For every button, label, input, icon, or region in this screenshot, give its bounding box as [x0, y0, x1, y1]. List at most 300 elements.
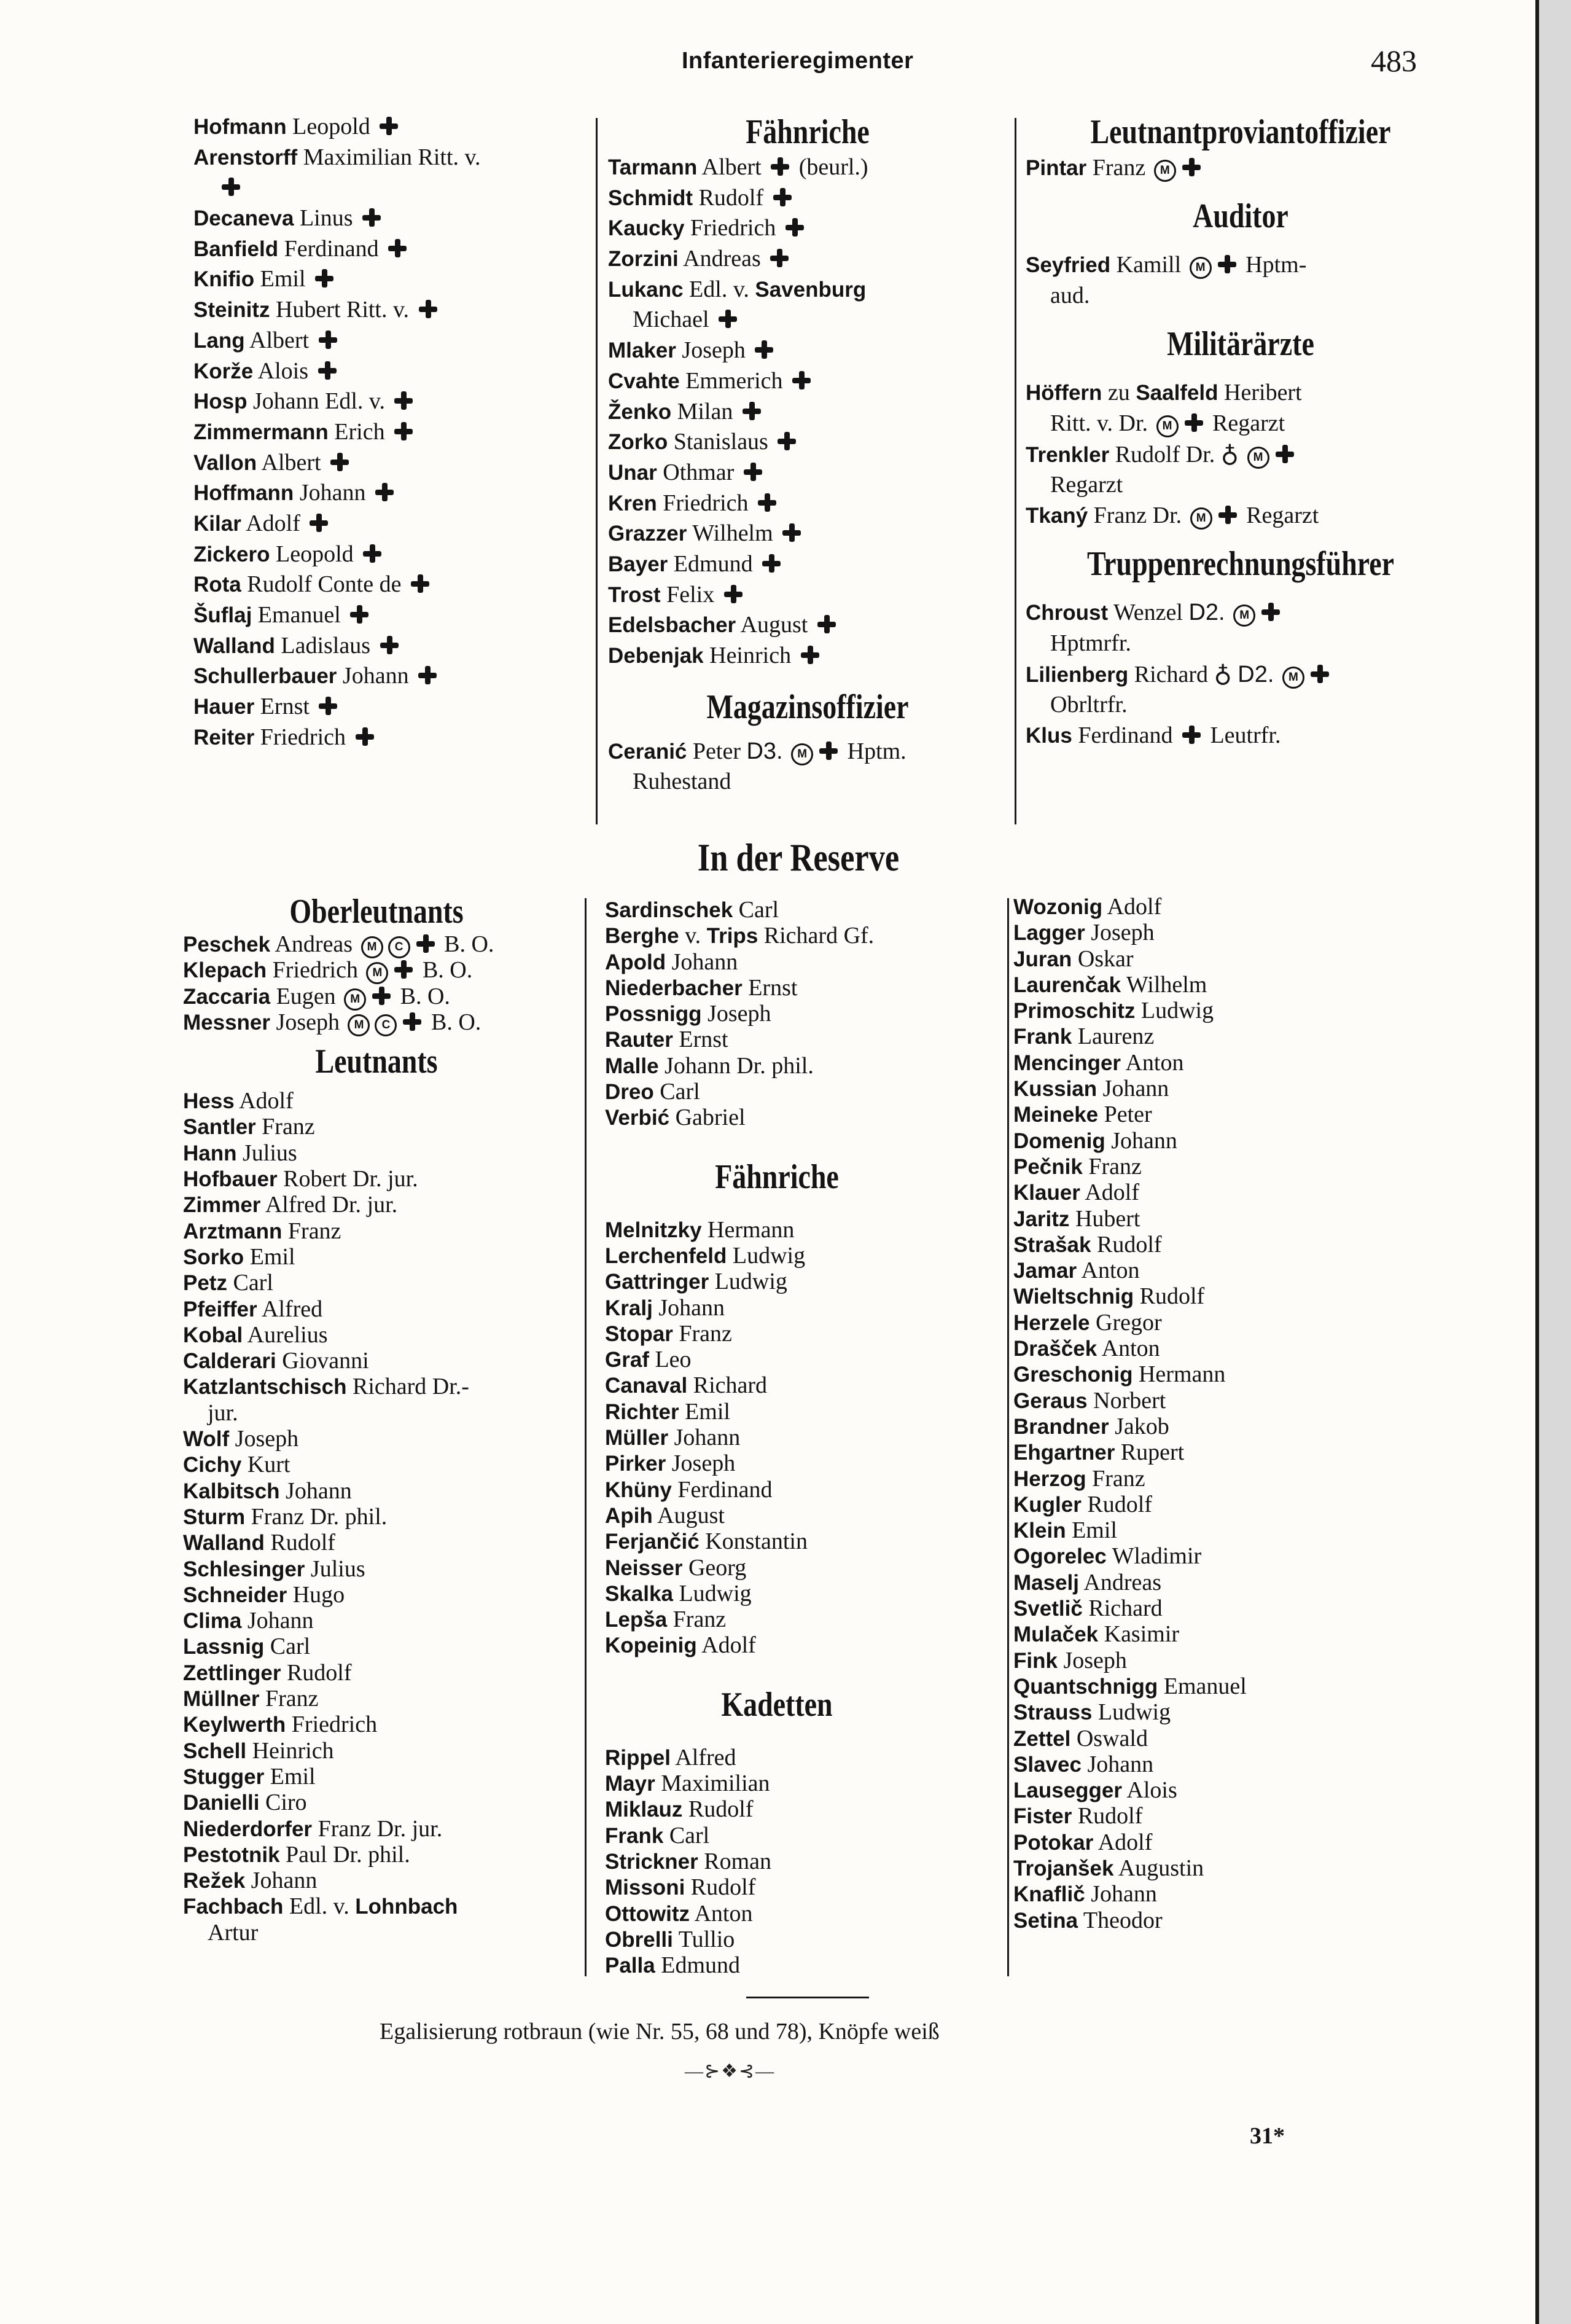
entry-surname: Kren [608, 491, 657, 515]
decoration-class: D2. [1238, 662, 1274, 687]
column-rule-bottom-right [1007, 898, 1009, 1976]
entry-given-name: Rudolf Conte de [247, 571, 402, 598]
list-entry [608, 737, 1007, 767]
entry-given-name: Friedrich [260, 724, 346, 750]
entry-surname: Zaccaria [183, 984, 271, 1009]
entry-given-name: Peter [1104, 1101, 1152, 1128]
list-entry [605, 1217, 1004, 1243]
entry-surname: Niederbacher [605, 976, 743, 1000]
entry-given-name: Tullio [678, 1926, 735, 1952]
entry-surname: Zorzini [608, 247, 679, 272]
entry-given-name: Gregor [1096, 1309, 1162, 1336]
list-entry [605, 1901, 1004, 1927]
entry-given-name: Friedrich [291, 1712, 378, 1738]
entry-surname: Pintar [1026, 156, 1087, 180]
entry-surname: Fink [1013, 1648, 1058, 1673]
entry-given-name: Ritt. v. Dr. [1050, 410, 1148, 436]
entry-given-name: August [657, 1502, 725, 1528]
cross-icon [394, 960, 413, 979]
entry-surname: Wozonig [1013, 895, 1103, 919]
list-entry [1013, 1726, 1443, 1751]
entry-given-name: Johann [342, 663, 409, 689]
list-entry [605, 1053, 1004, 1079]
list-entry [605, 1321, 1004, 1347]
cross-icon [416, 934, 435, 953]
entry-surname: Peschek [183, 933, 271, 957]
entry-surname: Lausegger [1013, 1778, 1122, 1803]
list-entry [183, 1556, 582, 1582]
entry-surname: Steinitz [193, 298, 270, 323]
entry-surname: Strašak [1013, 1232, 1091, 1257]
entry-surname: Mayr [605, 1772, 655, 1796]
entry-given-name: Johann [658, 1294, 725, 1321]
truppenrechnungsfuehrer-heading: Truppenrechnungsführer [1086, 545, 1395, 583]
entry-surname: Zorko [608, 430, 668, 455]
cross-icon [394, 391, 413, 410]
column-3-bottom-list [1013, 894, 1443, 1933]
list-entry [1026, 249, 1456, 280]
entry-given-name: Emanuel [257, 602, 341, 628]
list-entry [605, 1347, 1004, 1372]
entry-given-name: Rudolf [1139, 1283, 1205, 1310]
merit-icon: M [1233, 604, 1255, 627]
cross-icon [318, 361, 337, 380]
entry-surname: Berghe [605, 924, 679, 949]
list-entry [605, 1745, 1004, 1770]
list-entry [605, 1269, 1004, 1294]
list-entry [1013, 1855, 1443, 1881]
list-entry [1013, 1414, 1443, 1439]
list-entry [1013, 1517, 1443, 1543]
entry-surname: Setina [1013, 1908, 1078, 1933]
entry-given-name: Johann [251, 1868, 318, 1894]
entry-given-name: Rudolf [688, 1796, 754, 1823]
list-entry [605, 1450, 1004, 1476]
entry-surname: Lang [193, 328, 245, 353]
entry-surname: Lassnig [183, 1635, 265, 1659]
cross-icon [819, 741, 838, 760]
list-entry [183, 1868, 582, 1893]
merit-icon: M [348, 1014, 370, 1036]
entry-given-name: Aurelius [247, 1321, 328, 1348]
entry-given-name: Rudolf [698, 184, 764, 211]
entry-surname: Pirker [605, 1452, 666, 1476]
list-entry [605, 1606, 1004, 1632]
entry-given-name: Hermann [1138, 1361, 1226, 1388]
entry-given-name: Franz Dr. jur. [318, 1815, 443, 1842]
entry-given-name: Carl [660, 1079, 700, 1105]
entry-given-name: Franz Dr. [1093, 503, 1182, 528]
entry-surname: Petz [183, 1271, 227, 1296]
merit-icon: M [791, 743, 813, 765]
cross-icon [1261, 603, 1280, 621]
cross-icon [719, 310, 737, 328]
entry-surname: Herzele [1013, 1310, 1090, 1335]
entry-surname: Hoffmann [193, 481, 294, 506]
list-entry [605, 1105, 1004, 1130]
entry-note: B. O. [422, 957, 473, 984]
entry-given-name: Heinrich [252, 1737, 334, 1764]
entry-given-name: Ernst [260, 694, 310, 720]
list-entry [1026, 152, 1456, 183]
list-entry [193, 356, 587, 387]
entry-given-name: Emanuel [1163, 1673, 1247, 1699]
list-entry [183, 1504, 582, 1530]
entry-note: Hptm. [847, 738, 906, 764]
list-entry [1026, 689, 1456, 720]
kadetten-list [605, 1745, 1004, 1979]
list-entry [605, 1425, 1004, 1450]
list-entry [183, 1816, 582, 1842]
entry-given-name: Rudolf [1096, 1231, 1162, 1258]
list-entry [1013, 1907, 1443, 1933]
cross-icon [792, 371, 811, 389]
entry-surname: Potokar [1013, 1830, 1094, 1855]
entry-given-name: Kurt [247, 1452, 290, 1478]
cross-icon [773, 188, 792, 206]
cross-icon [786, 218, 804, 237]
entry-given-name: Julius [310, 1555, 365, 1582]
entry-surname: Messner [183, 1010, 271, 1035]
entry-surname: Cvahte [608, 369, 680, 393]
entry-surname: Hess [183, 1089, 235, 1114]
entry-given-name: Emmerich [685, 367, 783, 394]
entry-surname: Frank [605, 1823, 664, 1848]
entry-surname: Lagger [1013, 921, 1085, 945]
entry-surname: Melnitzky [605, 1218, 702, 1242]
entry-surname: Svetlič [1013, 1597, 1083, 1621]
entry-given-name: Franz [262, 1114, 315, 1140]
entry-given-name: Albert [249, 327, 310, 353]
list-entry [1026, 377, 1456, 408]
entry-given-name: Friedrich [272, 957, 358, 984]
cross-icon [380, 636, 399, 654]
list-entry [605, 1503, 1004, 1528]
entry-note: Heribert [1224, 380, 1302, 405]
entry-surname: Seyfried [1026, 253, 1111, 277]
list-entry [1013, 894, 1443, 920]
list-entry [183, 1140, 582, 1166]
cross-icon [743, 402, 761, 420]
entry-given-name: Stanislaus [673, 429, 768, 455]
entry-surname: Zimmer [183, 1193, 261, 1218]
entry-surname: Knifio [193, 267, 255, 292]
entry-surname: Schullerbauer [193, 664, 337, 689]
merit-icon: M [1247, 447, 1269, 469]
list-entry [605, 923, 1004, 949]
leutnants-list [183, 1088, 582, 1946]
list-entry [1013, 1751, 1443, 1777]
list-entry [1013, 1621, 1443, 1647]
list-entry [183, 931, 582, 957]
list-entry [608, 397, 1007, 428]
list-entry [1013, 1361, 1443, 1387]
entry-given-name: Joseph [1063, 1647, 1127, 1673]
entry-given-name: Adolf [701, 1632, 756, 1659]
entry-surname: Neisser [605, 1555, 683, 1580]
entry-surname: Müller [605, 1426, 669, 1450]
list-entry [1013, 1258, 1443, 1283]
entry-note: Hptm- [1245, 252, 1307, 278]
list-entry [608, 213, 1007, 244]
entry-given-name: Joseph [708, 1001, 771, 1027]
entry-note: Richard Gf. [763, 923, 875, 949]
entry-given-name: Ludwig [732, 1242, 806, 1269]
list-entry [605, 1528, 1004, 1554]
entry-surname: Jaritz [1013, 1207, 1070, 1231]
entry-given-name: Emil [685, 1398, 730, 1425]
entry-given-name: Ladislaus [281, 632, 371, 659]
entry-given-name: Johann Dr. phil. [665, 1052, 814, 1079]
entry-surname: Palla [605, 1954, 655, 1978]
cross-icon [758, 493, 776, 512]
merit-icon: M [1190, 507, 1212, 530]
entry-surname: Apih [605, 1503, 653, 1528]
leutnants-heading: Leutnants [315, 1043, 438, 1081]
entry-given-name: Michael [633, 307, 709, 333]
kadetten-heading: Kadetten [721, 1685, 833, 1724]
cross-icon [356, 727, 374, 746]
entry-surname: Rippel [605, 1745, 671, 1770]
entry-given-name: Richard [1134, 662, 1209, 687]
entry-given-name: Emil [1072, 1517, 1117, 1544]
list-entry [183, 1920, 582, 1946]
entry-surname: Cichy [183, 1453, 242, 1477]
list-entry [183, 1244, 582, 1270]
cross-c-icon: C [388, 936, 410, 958]
list-entry [605, 1823, 1004, 1849]
entry-given-name: Rupert [1120, 1439, 1185, 1466]
column-2-bottom [605, 897, 1004, 1978]
entry-surname: Fister [1013, 1804, 1072, 1829]
merit-icon: M [361, 936, 383, 958]
cross-icon [744, 463, 762, 481]
entry-surname: Knaflič [1013, 1882, 1085, 1907]
entry-surname: Verbić [605, 1106, 670, 1130]
entry-surname: Clima [183, 1609, 242, 1633]
list-entry [605, 1399, 1004, 1425]
entry-given-name: Rudolf [1077, 1803, 1143, 1829]
entry-surname: Calderari [183, 1349, 276, 1374]
entry-surname: Kugler [1013, 1492, 1082, 1517]
entry-surname: Pfeiffer [183, 1297, 257, 1321]
oberleutnants-heading: Oberleutnants [289, 893, 464, 931]
list-entry [193, 509, 587, 539]
list-entry [608, 244, 1007, 275]
column-rule-top-right [1015, 118, 1016, 824]
list-entry [1026, 659, 1456, 689]
merit-icon: M [344, 988, 366, 1011]
list-entry [193, 692, 587, 722]
entry-given-name: Leo [655, 1347, 692, 1373]
column-2-top [608, 112, 1007, 797]
entry-given-name: Johann Edl. v. [253, 388, 385, 415]
entry-given-name: Oswald [1076, 1725, 1148, 1751]
list-entry [605, 1372, 1004, 1398]
entry-given-name: Felix [666, 581, 715, 608]
list-entry [193, 539, 587, 570]
entry-surname: Domenig [1013, 1129, 1105, 1153]
entry-given-name: Kamill [1116, 252, 1182, 278]
cross-icon [1218, 506, 1237, 524]
entry-surname: Hofmann [193, 115, 287, 139]
entry-surname: Rota [193, 573, 241, 597]
magazinsoffizier-heading: Magazinsoffizier [706, 687, 909, 726]
entry-surname: Hofbauer [183, 1167, 278, 1192]
entry-note: Regarzt [1246, 503, 1319, 528]
cross-icon [1182, 158, 1201, 176]
list-entry [193, 448, 587, 479]
entry-given-name: Hubert [1075, 1205, 1140, 1232]
entry-given-name: Franz [1088, 1153, 1142, 1180]
list-entry [608, 518, 1007, 549]
entry-surname: Geraus [1013, 1388, 1088, 1413]
merit-icon: M [1282, 667, 1304, 689]
cross-icon [394, 422, 413, 440]
entry-surname: Kralj [605, 1296, 653, 1320]
entry-given-name: Joseph [682, 337, 746, 364]
cross-icon [411, 574, 429, 593]
column-rule-bottom-left [585, 898, 587, 1976]
entry-given-name: Edmund [673, 550, 753, 577]
entry-note: B. O. [431, 1009, 481, 1035]
cross-icon [817, 615, 836, 633]
entry-surname: Kussian [1013, 1077, 1097, 1101]
entry-surname: Keylwerth [183, 1713, 286, 1737]
entry-given-name: Hubert Ritt. v. [275, 297, 410, 323]
entry-surname: Malle [605, 1054, 659, 1078]
list-entry [608, 767, 1007, 797]
entry-given-name: Heinrich [709, 643, 792, 668]
entry-given-name: Franz [1092, 155, 1146, 181]
entry-given-name: Joseph [276, 1009, 340, 1035]
entry-given-name: Franz [679, 1320, 732, 1347]
cross-icon [315, 269, 333, 288]
list-entry [608, 488, 1007, 519]
entry-note: B. O. [400, 983, 450, 1009]
cross-icon [770, 249, 789, 267]
list-entry [605, 897, 1004, 923]
list-entry [1013, 1128, 1443, 1154]
entry-surname: Kobal [183, 1323, 243, 1347]
entry-given-name: Leopold [292, 114, 370, 139]
list-entry [605, 1243, 1004, 1269]
list-entry [605, 1874, 1004, 1900]
entry-given-name: Rudolf [286, 1659, 352, 1686]
entry-given-name: Franz [287, 1218, 341, 1244]
page-number: 483 [1371, 44, 1417, 78]
cross-icon [1182, 726, 1201, 744]
list-entry [193, 722, 587, 753]
list-entry [1013, 1180, 1443, 1205]
entry-given-name: Albert [701, 154, 762, 180]
entry-given-name: Alois [257, 358, 309, 384]
entry-given-name: Roman [704, 1848, 772, 1874]
list-entry [183, 1530, 582, 1555]
entry-given-name: Giovanni [282, 1348, 369, 1374]
list-entry [193, 661, 587, 692]
entry-given-name: Artur [208, 1919, 259, 1946]
entry-surname: Ceranić [608, 739, 687, 764]
entry-given-name: Adolf [246, 510, 300, 536]
entry-note: (beurl.) [798, 154, 868, 180]
cross-icon [419, 300, 437, 318]
list-entry [1013, 1492, 1443, 1517]
entry-surname: Klus [1026, 724, 1072, 748]
entry-given-name: Ciro [265, 1790, 307, 1816]
entry-surname: Jamar [1013, 1259, 1077, 1283]
entry-given-name: Erich [334, 418, 385, 445]
entry-given-name: Anton [694, 1900, 753, 1927]
entry-given-name: Alois [1126, 1777, 1177, 1804]
entry-given-name: jur. [208, 1399, 238, 1426]
entry-given-name: Franz [265, 1686, 319, 1712]
list-entry [608, 275, 1007, 305]
list-entry [1013, 1777, 1443, 1803]
list-entry [183, 1322, 582, 1348]
entry-surname: Edelsbacher [608, 613, 736, 638]
entry-surname: Schneider [183, 1583, 287, 1607]
entry-surname: Rauter [605, 1028, 673, 1052]
entry-given-name: August [740, 612, 808, 638]
leutnantproviantoffizier-heading: Leutnantproviantoffizier [1090, 113, 1391, 151]
entry-given-name: Richard [1088, 1595, 1163, 1622]
entry-given-name: Friedrich [690, 215, 776, 241]
cross-icon [222, 178, 240, 196]
entry-surname: Gattringer [605, 1270, 709, 1294]
entry-given-name: Leopold [276, 541, 354, 567]
entry-surname: Canaval [605, 1374, 688, 1398]
entry-given-name: Carl [270, 1633, 311, 1660]
entry-given-name: Andreas [683, 246, 761, 272]
list-entry [1026, 628, 1456, 659]
entry-given-name: Joseph [671, 1450, 736, 1477]
entry-surname: Sturm [183, 1504, 246, 1529]
cross-icon [380, 117, 398, 135]
entry-surname: Höffern [1026, 381, 1102, 405]
cross-icon [362, 208, 381, 227]
list-entry [605, 1632, 1004, 1658]
entry-surname: Trost [608, 582, 661, 607]
entry-given-name: Carl [738, 897, 779, 923]
medal-icon: ♁ [1214, 660, 1232, 687]
entry-surname: Wolf [183, 1427, 230, 1452]
list-entry [183, 1738, 582, 1764]
list-entry [605, 1027, 1004, 1052]
entry-given-name: Richard [693, 1372, 768, 1399]
entry-surname: Schlesinger [183, 1557, 305, 1581]
list-entry [183, 1192, 582, 1218]
entry-given-name: Paul Dr. phil. [286, 1841, 410, 1868]
entry-given-name: Adolf [239, 1088, 294, 1114]
entry-surname: Hosp [193, 389, 248, 414]
list-entry [608, 183, 1007, 214]
entry-given-name: Augustin [1118, 1855, 1204, 1881]
list-entry [183, 957, 582, 983]
entry-surname: Ehgartner [1013, 1441, 1115, 1465]
list-entry [193, 478, 587, 509]
list-entry [1026, 280, 1456, 311]
entry-given-name: Johann [247, 1608, 314, 1634]
entry-given-name: Anton [1125, 1049, 1184, 1076]
entry-given-name: Emil [260, 266, 306, 292]
list-entry [193, 112, 587, 143]
entry-surname: Hann [183, 1141, 237, 1165]
faehnriche-reserve-list [605, 1217, 1004, 1659]
entry-surname: Korže [193, 359, 254, 383]
entry-surname: Missoni [605, 1876, 685, 1900]
entry-given-name: Anton [1081, 1258, 1140, 1284]
